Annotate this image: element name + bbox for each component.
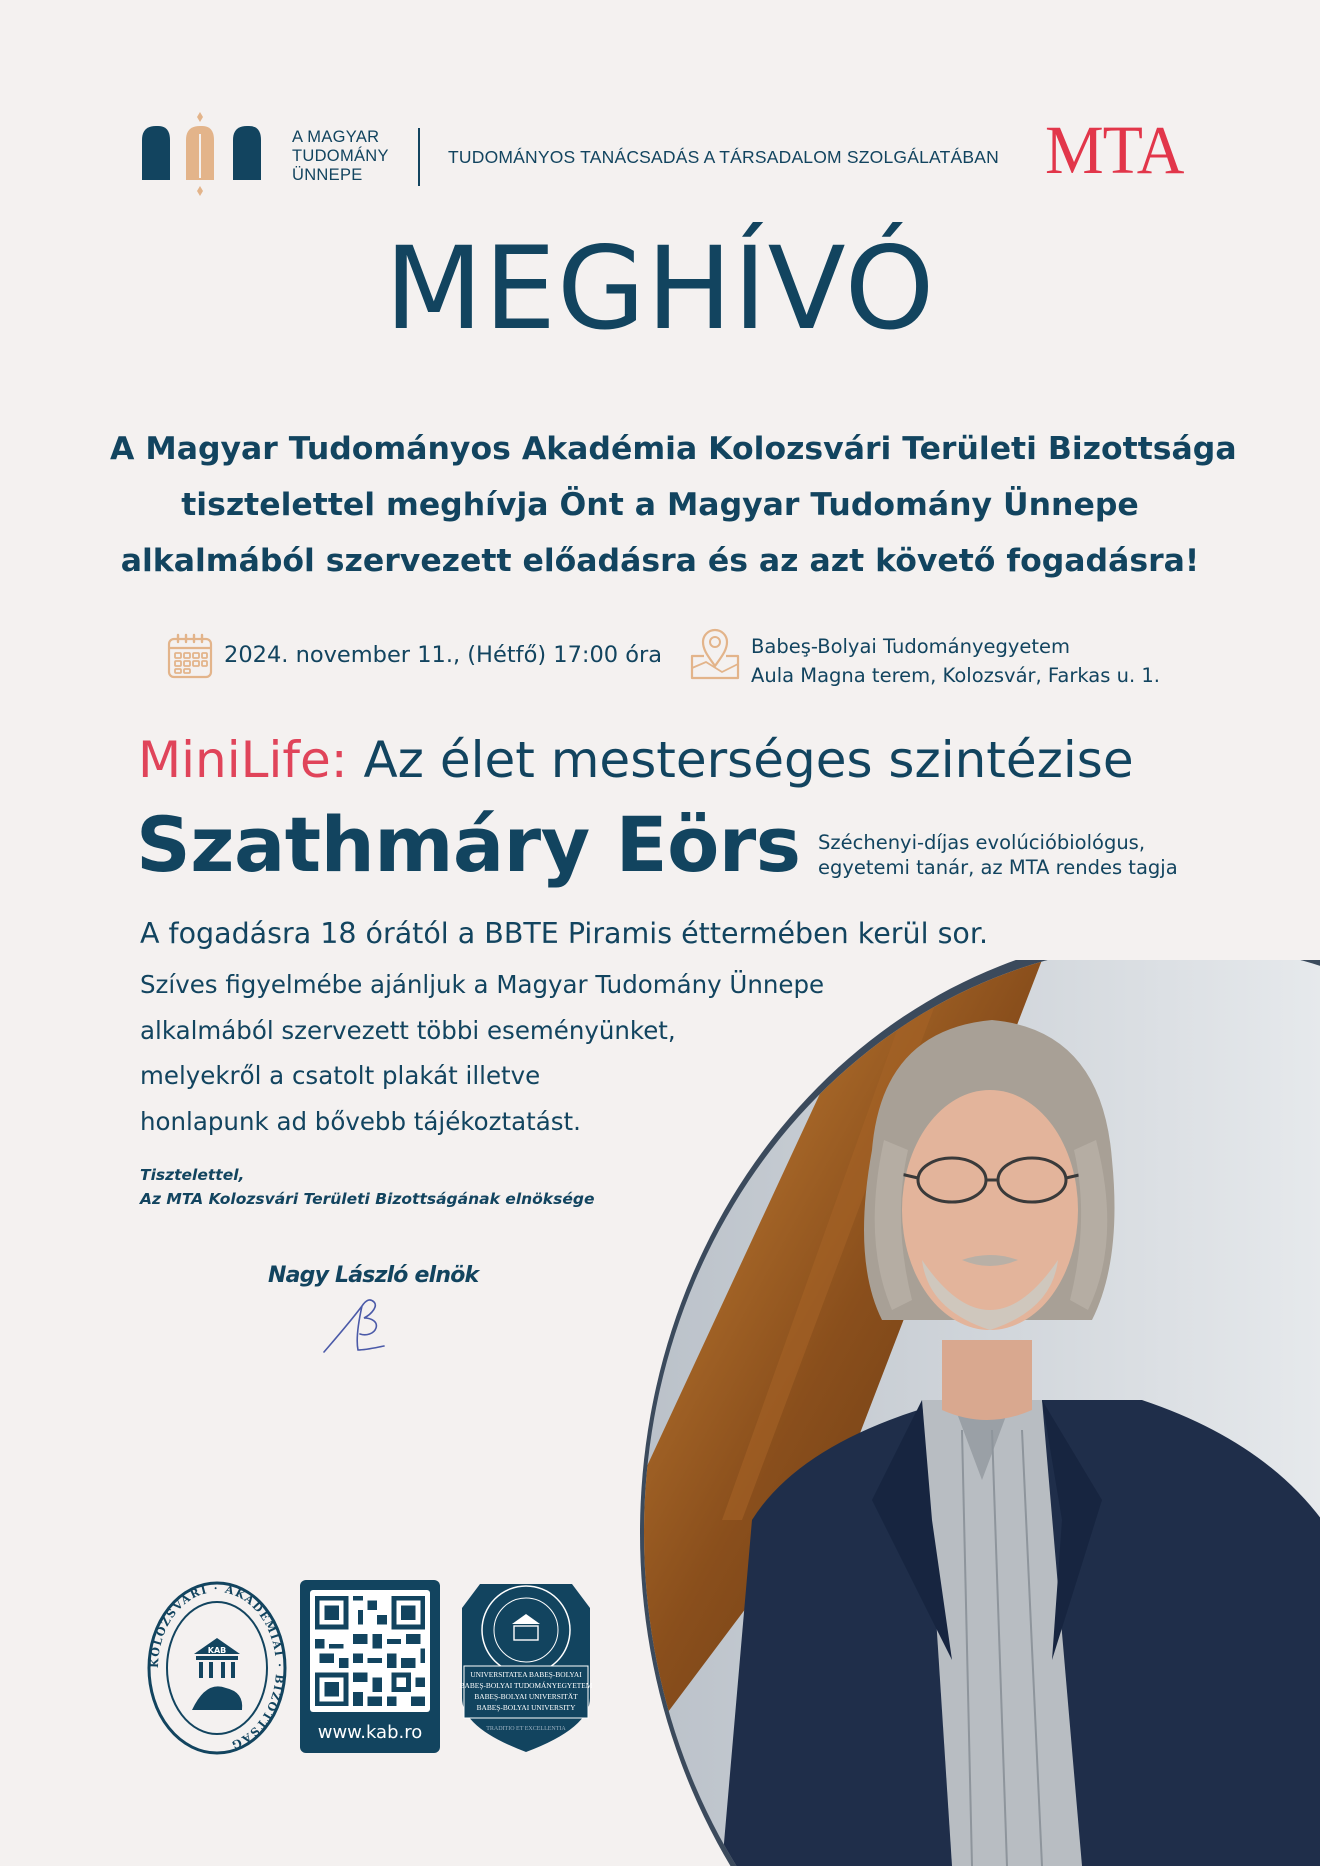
seal-center-text: KAB — [207, 1646, 227, 1655]
intro-line: A Magyar Tudományos Akadémia Kolozsvári Területi Bizottsága — [110, 431, 1237, 467]
logo-line: ÜNNEPE — [292, 166, 363, 184]
mta-logo: MTA — [1045, 112, 1184, 189]
closing-line: Tisztelettel, — [140, 1166, 245, 1184]
body-line: melyekről a csatolt plakát illetve — [140, 1061, 541, 1090]
invitation-intro — [110, 421, 1237, 589]
body-line: honlapunk ad bővebb tájékoztatást. — [140, 1106, 581, 1136]
header-tagline: TUDOMÁNYOS TANÁCSADÁS A TÁRSADALOM SZOLGÁLATÁBAN — [448, 147, 999, 167]
venue-line: Aula Magna terem, Kolozsvár, Farkas u. 1. — [751, 664, 1160, 687]
speaker-description — [818, 830, 1178, 880]
qr-code-icon — [310, 1590, 430, 1712]
event-date: 2024. november 11., (Hétfő) 17:00 óra — [224, 642, 663, 668]
speaker-photo — [622, 960, 1320, 1866]
event-logo-text — [292, 128, 389, 185]
magyar-tudomany-unnepe-logo-icon — [140, 108, 264, 204]
qr-code[interactable] — [310, 1590, 430, 1712]
bbu-line: BABEŞ-BOLYAI TUDOMÁNYEGYETEM — [459, 1681, 593, 1690]
lecture-title-prefix: MiniLife: — [138, 731, 348, 789]
location-map-icon — [688, 626, 742, 682]
speaker-desc-line: egyetemi tanár, az MTA rendes tagja — [818, 856, 1178, 879]
intro-line: alkalmából szervezett előadásra és az azt követő fogadásra! — [120, 543, 1200, 579]
bbu-line: BABEŞ-BOLYAI UNIVERSITY — [476, 1703, 576, 1712]
kolozsvari-akademiai-bizottsag-seal — [146, 1580, 288, 1756]
body-line: Szíves figyelmébe ajánljuk a Magyar Tudomány Ünnepe — [140, 970, 825, 999]
body-line: alkalmából szervezett többi eseményünket, — [140, 1015, 676, 1045]
closing-line: Az MTA Kolozsvári Területi Bizottságának elnöksége — [140, 1190, 595, 1208]
seal-ring-text: KOLOZSVÁRI · AKADÉMIAI · BIZOTTSÁG — [147, 1581, 287, 1752]
bbu-line: BABEŞ-BOLYAI UNIVERSITÄT — [474, 1692, 578, 1701]
qr-code-card[interactable] — [300, 1580, 440, 1753]
header-divider — [418, 128, 420, 186]
bbu-line: UNIVERSITATEA BABEŞ-BOLYAI — [470, 1670, 582, 1679]
signer-name: Nagy László elnök — [268, 1263, 479, 1288]
speaker-desc-line: Széchenyi-díjas evolúcióbiológus, — [818, 831, 1146, 854]
page-title: MEGHÍVÓ — [384, 222, 936, 355]
handwritten-signature — [322, 1294, 402, 1358]
calendar-icon — [166, 632, 214, 680]
lecture-title-text: Az élet mesterséges szintézise — [347, 731, 1134, 789]
bbu-motto: TRADITIO ET EXCELLENTIA — [486, 1726, 566, 1732]
logo-line: TUDOMÁNY — [292, 147, 389, 165]
babes-bolyai-university-seal — [452, 1578, 600, 1756]
speaker-name: Szathmáry Eörs — [136, 800, 801, 889]
intro-line: tisztelettel meghívja Önt a Magyar Tudomány Ünnepe — [181, 487, 1139, 523]
reception-note: A fogadásra 18 órától a BBTE Piramis éttermében kerül sor. — [140, 917, 989, 950]
lecture-title — [138, 730, 1134, 790]
venue-line: Babeş-Bolyai Tudományegyetem — [751, 635, 1071, 658]
closing-greeting — [140, 1163, 594, 1211]
website-url[interactable]: www.kab.ro — [317, 1722, 423, 1743]
logo-line: A MAGYAR — [292, 128, 380, 146]
event-venue — [751, 632, 1160, 690]
